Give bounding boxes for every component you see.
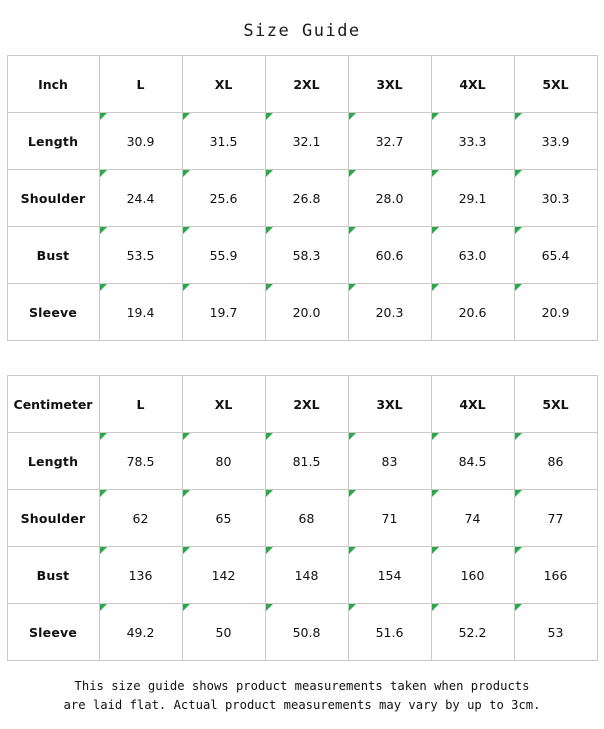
cell-cm-shoulder-5xl: 77	[514, 490, 597, 547]
row-label-shoulder: Shoulder	[7, 170, 99, 227]
table-row	[7, 170, 597, 227]
page-title: Size Guide	[243, 21, 361, 41]
cell-cm-length-4xl: 84.5	[431, 433, 514, 490]
cell-inch-length-3xl: 32.7	[348, 113, 431, 170]
size-header-4xl: 4XL	[431, 376, 514, 433]
table-row	[7, 547, 597, 604]
cell-cm-length-xl: 80	[182, 433, 265, 490]
cell-inch-sleeve-2xl: 20.0	[265, 284, 348, 341]
cell-inch-shoulder-l: 24.4	[99, 170, 182, 227]
cell-inch-bust-l: 53.5	[99, 227, 182, 284]
size-header-5xl: 5XL	[514, 56, 597, 113]
unit-header-inch: Inch	[7, 56, 99, 113]
cell-inch-bust-3xl: 60.6	[348, 227, 431, 284]
size-header-3xl: 3XL	[348, 56, 431, 113]
table-row	[7, 433, 597, 490]
cell-inch-sleeve-xl: 19.7	[182, 284, 265, 341]
size-header-xl: XL	[182, 56, 265, 113]
row-label-shoulder: Shoulder	[7, 490, 99, 547]
cell-cm-shoulder-l: 62	[99, 490, 182, 547]
cell-inch-bust-xl: 55.9	[182, 227, 265, 284]
cell-cm-sleeve-l: 49.2	[99, 604, 182, 661]
row-label-bust: Bust	[7, 227, 99, 284]
cell-inch-shoulder-5xl: 30.3	[514, 170, 597, 227]
cell-cm-shoulder-4xl: 74	[431, 490, 514, 547]
table-row	[7, 604, 597, 661]
cell-inch-shoulder-2xl: 26.8	[265, 170, 348, 227]
cell-cm-bust-l: 136	[99, 547, 182, 604]
size-header-3xl: 3XL	[348, 376, 431, 433]
footnote-line-1: This size guide shows product measurements taken when products	[74, 679, 530, 693]
size-header-xl: XL	[182, 376, 265, 433]
cell-cm-bust-3xl: 154	[348, 547, 431, 604]
cell-cm-shoulder-3xl: 71	[348, 490, 431, 547]
size-header-4xl: 4XL	[431, 56, 514, 113]
cell-cm-sleeve-2xl: 50.8	[265, 604, 348, 661]
table-row	[7, 490, 597, 547]
cell-cm-sleeve-3xl: 51.6	[348, 604, 431, 661]
table-header-row	[7, 376, 597, 433]
cell-cm-bust-2xl: 148	[265, 547, 348, 604]
table-row	[7, 113, 597, 170]
row-label-length: Length	[7, 433, 99, 490]
cell-cm-length-2xl: 81.5	[265, 433, 348, 490]
size-table-inch	[7, 55, 598, 341]
size-header-5xl: 5XL	[514, 376, 597, 433]
size-header-2xl: 2XL	[265, 376, 348, 433]
cell-inch-length-2xl: 32.1	[265, 113, 348, 170]
footnote	[0, 677, 604, 715]
cell-cm-sleeve-4xl: 52.2	[431, 604, 514, 661]
cell-inch-length-xl: 31.5	[182, 113, 265, 170]
cell-inch-length-l: 30.9	[99, 113, 182, 170]
cell-cm-length-3xl: 83	[348, 433, 431, 490]
row-label-sleeve: Sleeve	[7, 604, 99, 661]
cell-inch-sleeve-l: 19.4	[99, 284, 182, 341]
size-header-l: L	[99, 56, 182, 113]
cell-cm-shoulder-xl: 65	[182, 490, 265, 547]
cell-inch-bust-2xl: 58.3	[265, 227, 348, 284]
cell-cm-length-l: 78.5	[99, 433, 182, 490]
cell-inch-length-5xl: 33.9	[514, 113, 597, 170]
cell-cm-sleeve-5xl: 53	[514, 604, 597, 661]
table-row	[7, 227, 597, 284]
size-header-l: L	[99, 376, 182, 433]
cell-inch-shoulder-3xl: 28.0	[348, 170, 431, 227]
cell-cm-bust-xl: 142	[182, 547, 265, 604]
cell-inch-shoulder-4xl: 29.1	[431, 170, 514, 227]
cell-inch-bust-4xl: 63.0	[431, 227, 514, 284]
unit-header-centimeter: Centimeter	[7, 376, 99, 433]
row-label-length: Length	[7, 113, 99, 170]
cell-cm-bust-5xl: 166	[514, 547, 597, 604]
table-spacer	[0, 341, 604, 375]
cell-inch-shoulder-xl: 25.6	[182, 170, 265, 227]
size-header-2xl: 2XL	[265, 56, 348, 113]
table-header-row	[7, 56, 597, 113]
cell-inch-sleeve-5xl: 20.9	[514, 284, 597, 341]
cell-cm-shoulder-2xl: 68	[265, 490, 348, 547]
cell-inch-sleeve-4xl: 20.6	[431, 284, 514, 341]
cell-inch-sleeve-3xl: 20.3	[348, 284, 431, 341]
cell-cm-bust-4xl: 160	[431, 547, 514, 604]
row-label-sleeve: Sleeve	[7, 284, 99, 341]
cell-inch-length-4xl: 33.3	[431, 113, 514, 170]
footnote-line-2: are laid flat. Actual product measurements may vary by up to 3cm.	[63, 698, 541, 712]
table-row	[7, 284, 597, 341]
row-label-bust: Bust	[7, 547, 99, 604]
cell-cm-length-5xl: 86	[514, 433, 597, 490]
size-table-centimeter	[7, 375, 598, 661]
cell-inch-bust-5xl: 65.4	[514, 227, 597, 284]
cell-cm-sleeve-xl: 50	[182, 604, 265, 661]
